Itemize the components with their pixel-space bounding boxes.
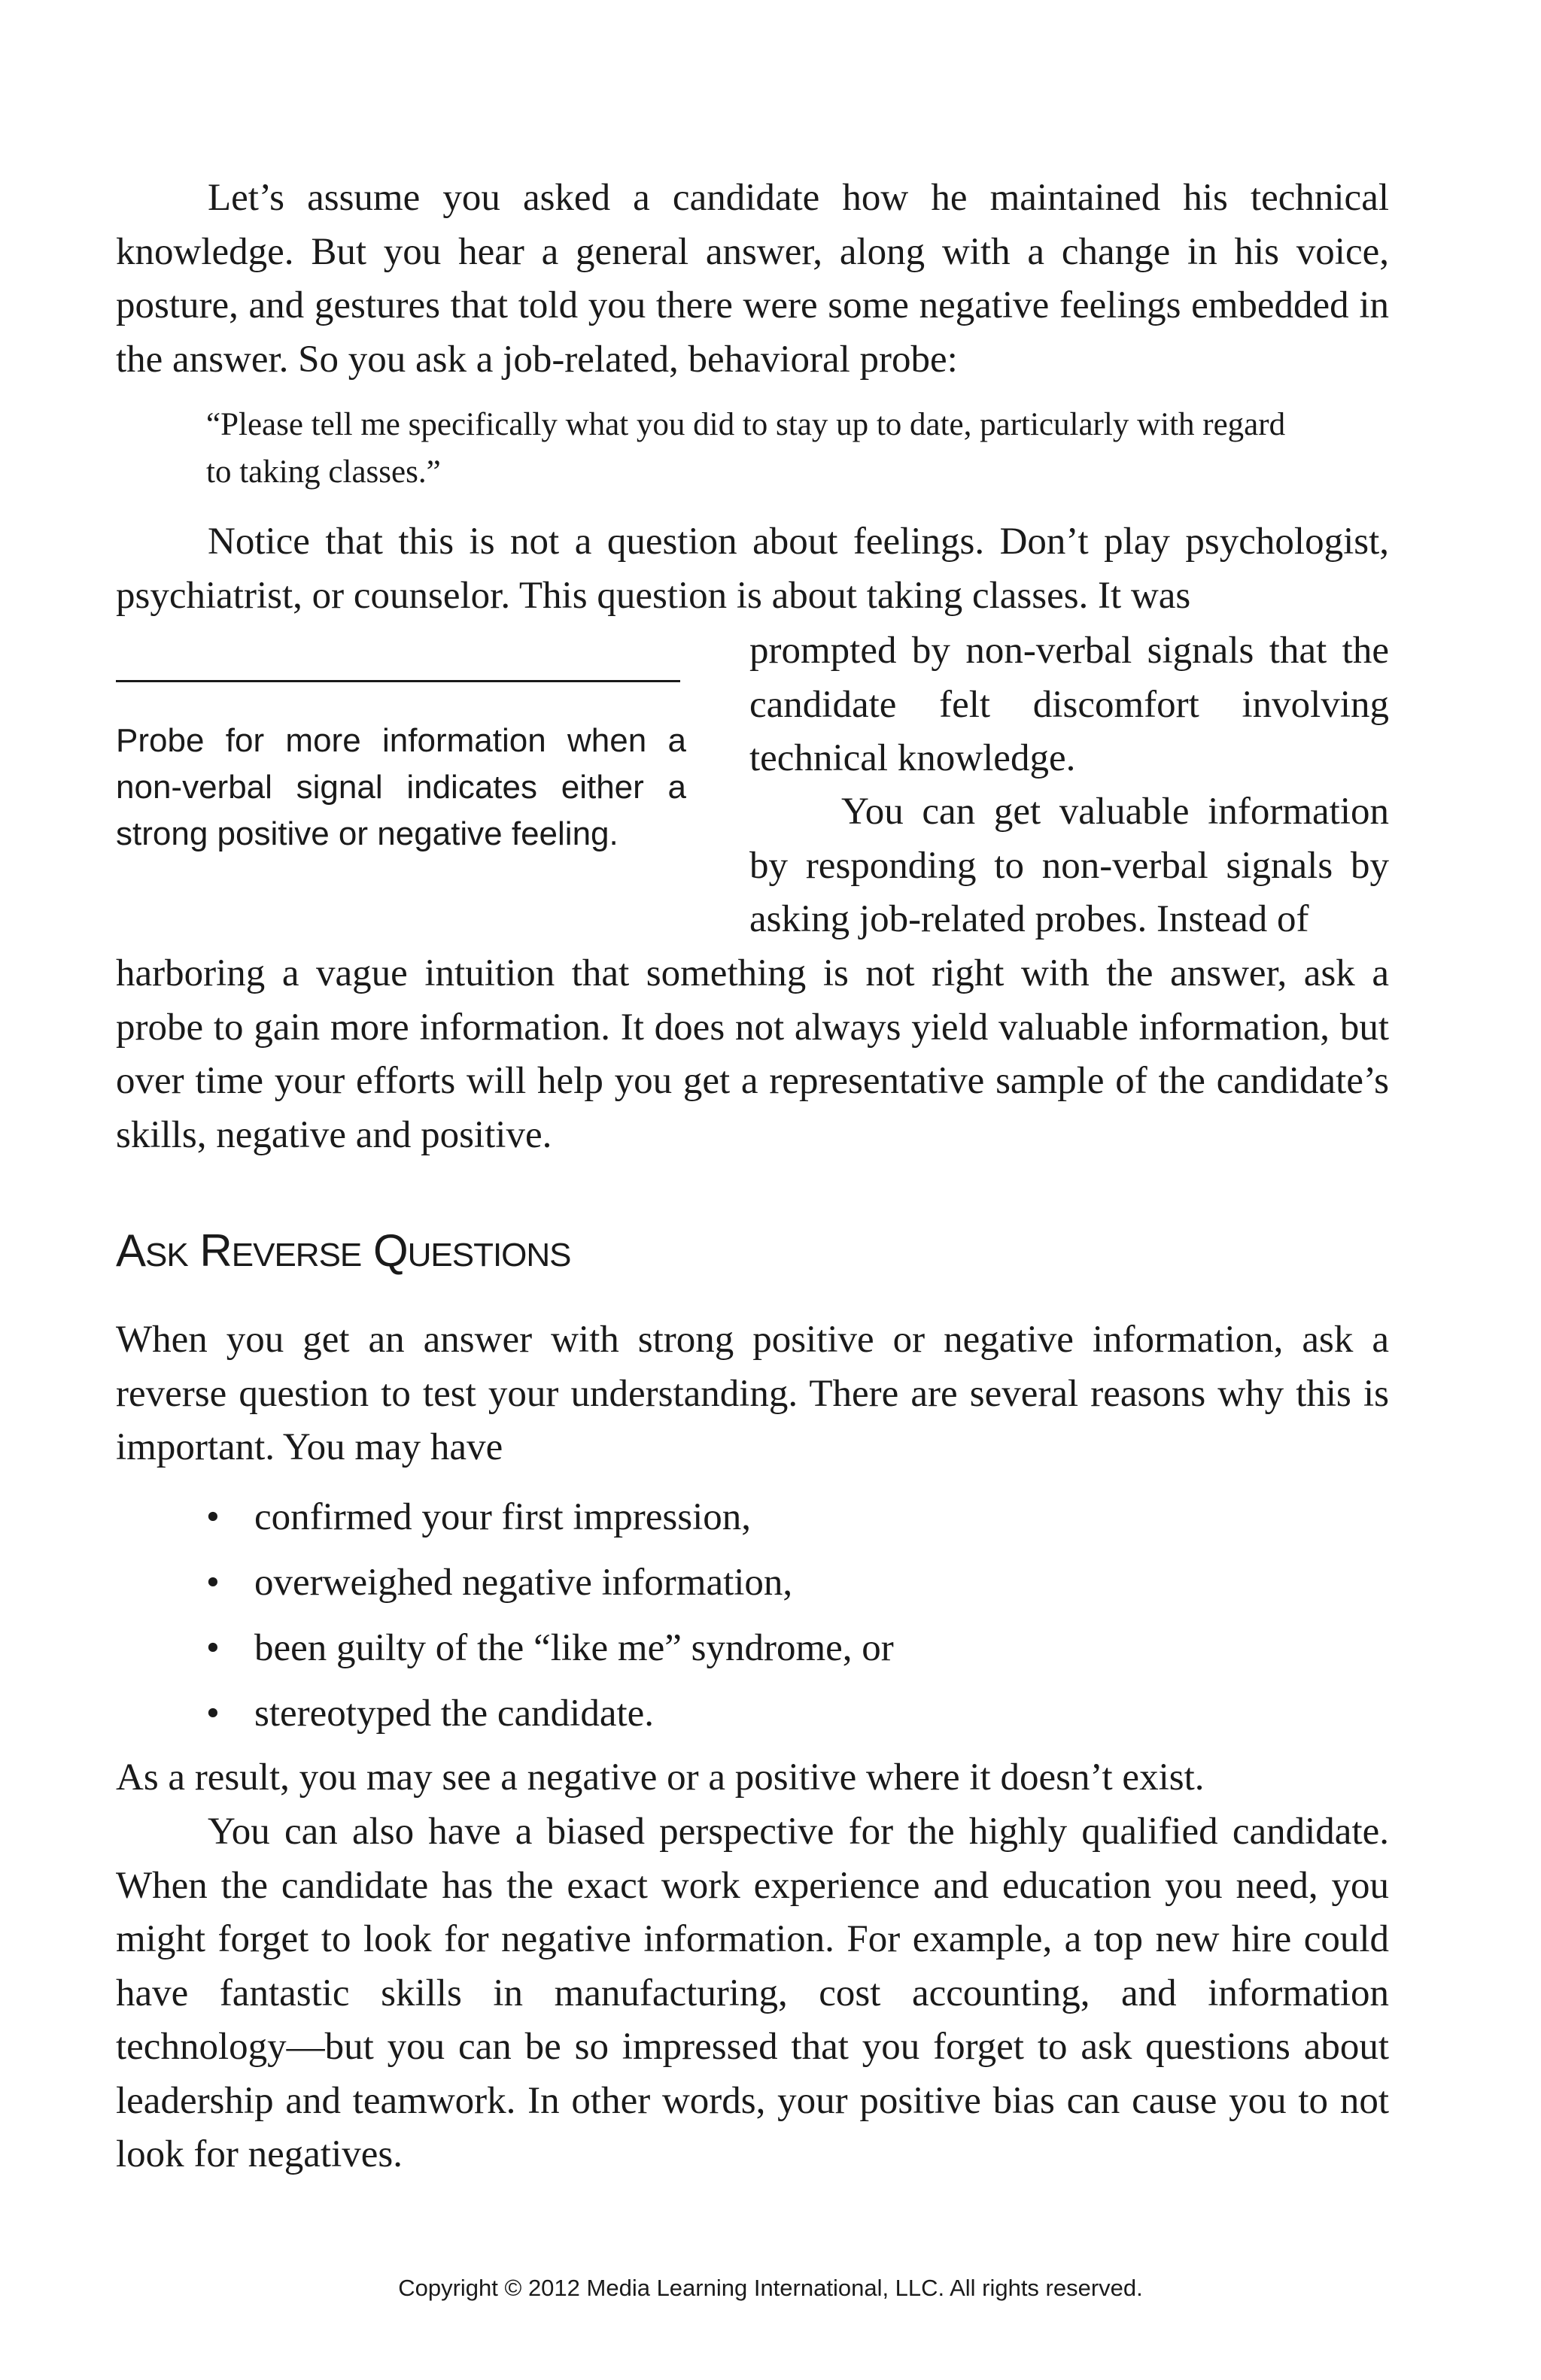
paragraph-as-a-result: As a result, you may see a negative or a positive where it doesn’t exist. [116,1756,1205,1799]
paragraph-valuable-information-start: You can get valuable information by responding to non-verbal signals by asking job-related probes. Instead of [749,791,1389,940]
paragraph-not-about-feelings: Notice that this is not a question about feelings. Don’t play psychologist, psychiatrist, or counselor. This question is about taking classes. It was [116,521,1389,617]
probe-quote: “Please tell me specifically what you did to stay up to date, particularly with regard to taking classes.” [206,407,1286,490]
paragraph-reverse-question-intro: When you get an answer with strong positive or negative information, ask a reverse question to test your understanding. There are several reasons why this is important. You may have [116,1319,1389,1468]
heading-cap-r: R [199,1225,232,1276]
bias-list [206,1485,1260,1747]
paragraph-technical-knowledge: Let’s assume you asked a candidate how he maintained his technical knowledge. But you hear a general answer, along with a change in his voice, posture, and gestures that told you there were some negative feelings embedded in the answer. So you ask a job-related, behavioral probe: [116,177,1389,381]
list-item: • stereotyped the candidate. [206,1681,1260,1747]
list-item: • overweighed negative information, [206,1550,1260,1616]
pullquote: Probe for more information when a non-verbal signal indicates either a strong positive or negative feeling. [116,722,686,852]
copyright-footer: Copyright © 2012 Media Learning International, LLC. All rights reserved. [398,2275,1143,2301]
paragraph-valuable-information-end: harboring a vague intuition that something is not right with the answer, ask a probe to gain more information. It does not always yield valuable information, but over time your efforts will help you get a representative sample of the candidate’s skills, negative and positive. [116,952,1389,1156]
heading-cap-a: A [116,1225,146,1276]
heading-rest-r: EVERSE [231,1237,362,1273]
list-item: • been guilty of the “like me” syndrome, or [206,1616,1260,1681]
paragraph-prompted-by-signals: prompted by non-verbal signals that the candidate felt discomfort involving technical knowledge. [749,630,1389,779]
pullquote-rule [116,680,680,682]
heading-rest-a: SK [145,1237,188,1273]
section-heading [116,1225,571,1282]
heading-rest-q: UESTIONS [407,1237,571,1273]
list-item: • confirmed your first impression, [206,1485,1260,1550]
heading-cap-q: Q [372,1225,408,1276]
paragraph-positive-bias: You can also have a biased perspective for the highly qualified candidate. When the candidate has the exact work experience and education you need, you might forget to look for negative information. For example, a top new hire could have fantastic skills in manufacturing, cost accounting, and information technology—but you can be so impressed that you forget to ask questions about leadership and teamwork. In other words, your positive bias can cause you to not look for negatives. [116,1811,1389,2175]
